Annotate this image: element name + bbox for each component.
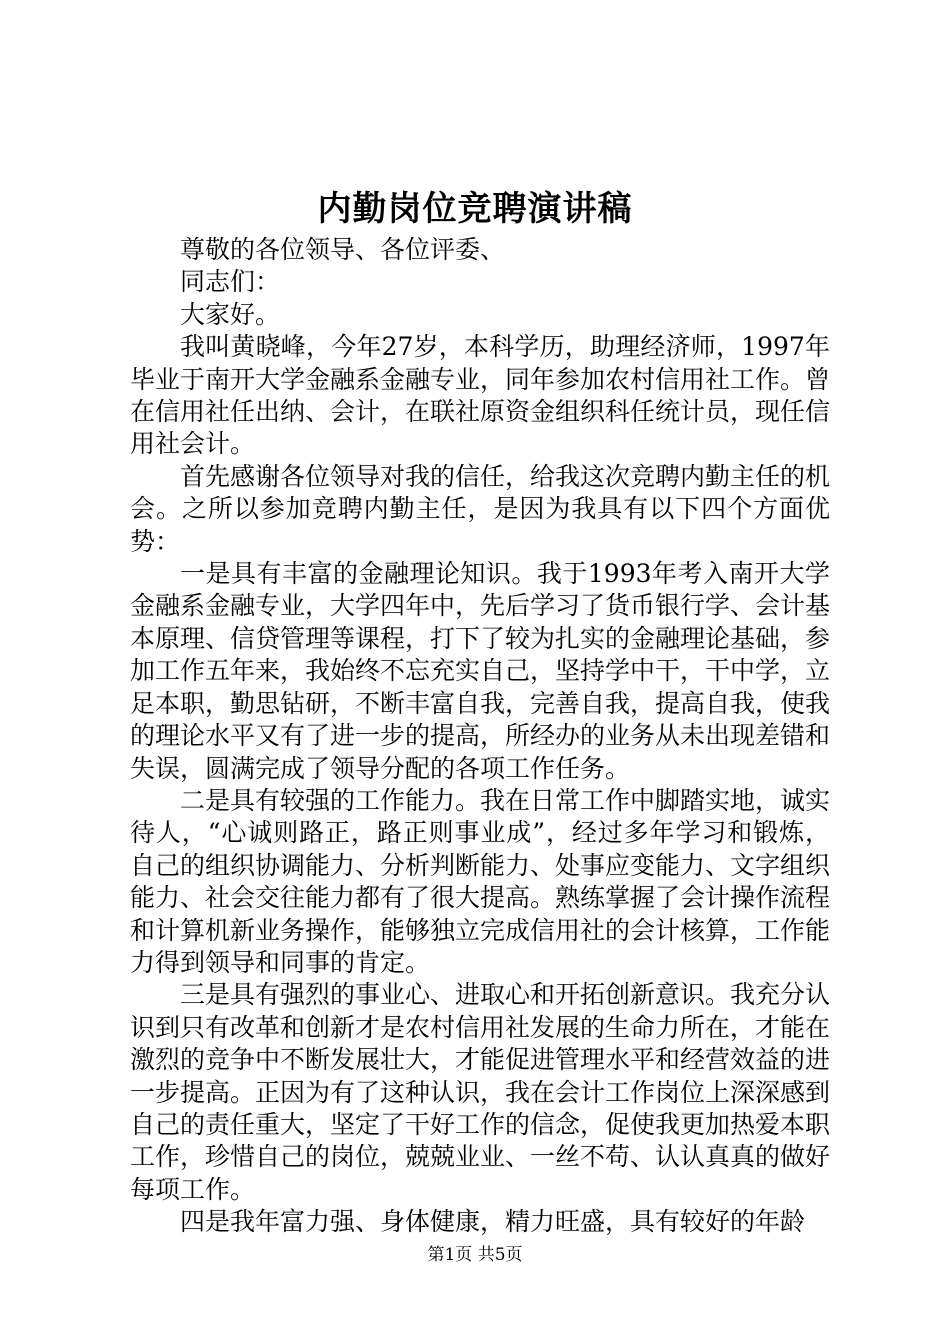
page-number-footer: 第1页 共5页 <box>427 1245 523 1265</box>
document-title: 内勤岗位竞聘演讲稿 <box>317 189 633 229</box>
paragraph-advantage-1: 一是具有丰富的金融理论知识。我于1993年考入南开大学金融系金融专业，大学四年中，先后学习了货币银行学、会计基本原理、信贷管理等课程，打下了较为扎实的金融理论基础，参加工作五年来，我始终不忘充实自己，坚持学中干，干中学，立足本职，勤思钻研，不断丰富自我，完善自我，提高自我，使我的理论水平又有了进一步的提高，所经办的业务从未出现差错和失误，圆满完成了领导分配的各项工作任务。 <box>130 559 831 783</box>
greeting-line: 大家好。 <box>180 299 281 329</box>
paragraph-advantage-4: 四是我年富力强、身体健康，精力旺盛，具有较好的年龄 <box>180 1207 806 1237</box>
salutation-line-1: 尊敬的各位领导、各位评委、 <box>180 235 506 264</box>
document-body <box>130 234 830 1239</box>
paragraph-advantage-2: 二是具有较强的工作能力。我在日常工作中脚踏实地，诚实待人，“心诚则路正，路正则事业成”，经过多年学习和锻炼，自己的组织协调能力、分析判断能力、处事应变能力、文字组织能力、社会交往能力都有了很大提高。熟练掌握了会计操作流程和计算机新业务操作，能够独立完成信用社的会计核算，工作能力得到领导和同事的肯定。 <box>130 785 831 977</box>
paragraph-introduction: 我叫黄晓峰，今年27岁，本科学历，助理经济师，1997年毕业于南开大学金融系金融专业，同年参加农村信用社工作。曾在信用社任出纳、会计，在联社原资金组织科任统计员，现任信用社会计。 <box>130 332 831 459</box>
paragraph-advantage-3: 三是具有强烈的事业心、进取心和开拓创新意识。我充分认识到只有改革和创新才是农村信用社发展的生命力所在，才能在激烈的竞争中不断发展壮大，才能促进管理水平和经营效益的进一步提高。正因为有了这种认识，我在会计工作岗位上深深感到自己的责任重大，坚定了干好工作的信念，促使我更加热爱本职工作，珍惜自己的岗位，兢兢业业、一丝不苟、认认真真的做好每项工作。 <box>130 980 831 1204</box>
paragraph-thanks: 首先感谢各位领导对我的信任，给我这次竞聘内勤主任的机会。之所以参加竞聘内勤主任，是因为我具有以下四个方面优势： <box>130 461 831 556</box>
salutation-line-2: 同志们： <box>180 267 281 297</box>
